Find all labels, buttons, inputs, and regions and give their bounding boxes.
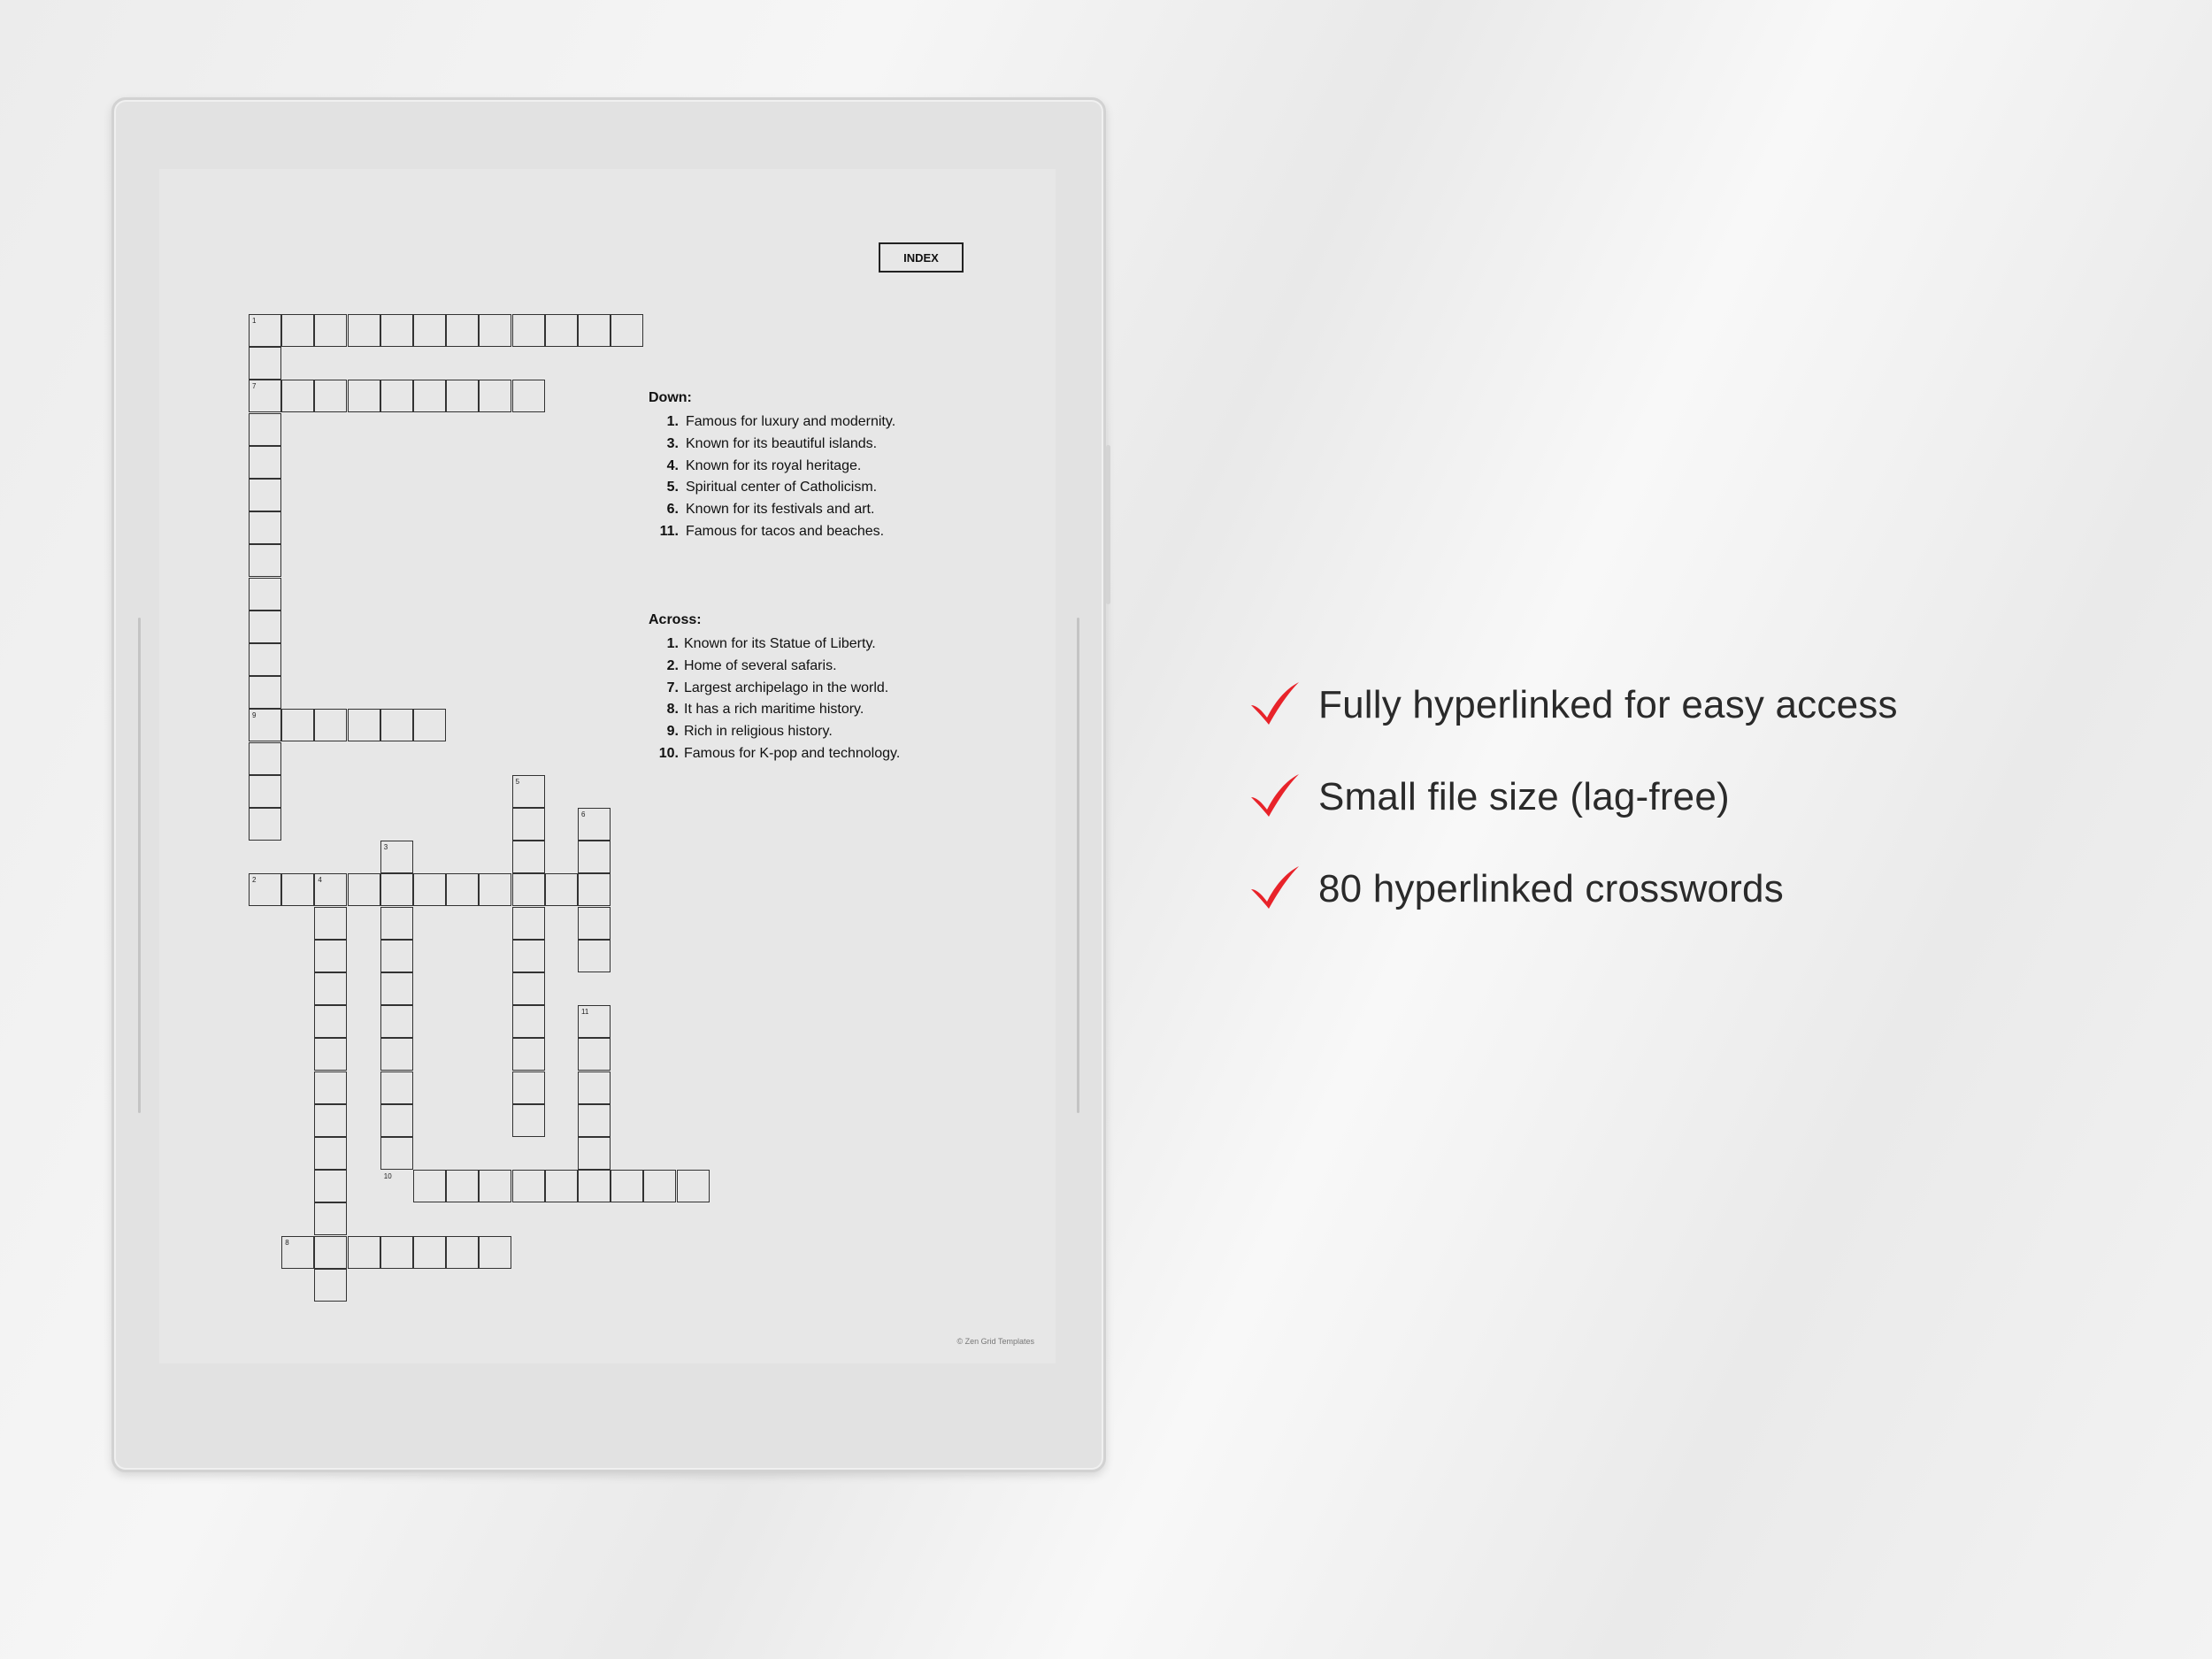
crossword-cell[interactable]	[314, 1236, 347, 1269]
device-edge-line-left	[138, 618, 141, 1113]
crossword-cell[interactable]	[643, 1170, 676, 1202]
crossword-cell[interactable]	[512, 1005, 545, 1038]
clue-text: Known for its Statue of Liberty.	[684, 636, 876, 652]
down-clue	[649, 434, 895, 456]
crossword-cell[interactable]	[249, 775, 281, 808]
crossword-cell[interactable]	[380, 380, 413, 412]
down-clue	[649, 455, 895, 477]
crossword-cell[interactable]	[512, 1038, 545, 1071]
across-clue	[649, 634, 900, 656]
across-clue	[649, 742, 900, 764]
crossword-cell[interactable]	[314, 1269, 347, 1302]
crossword-cell[interactable]	[446, 873, 479, 906]
down-clue	[649, 411, 895, 434]
down-clue	[649, 477, 895, 499]
clue-number: 2.	[666, 658, 679, 674]
crossword-cell[interactable]	[578, 841, 611, 873]
clue-text: Rich in religious history.	[684, 724, 833, 740]
crossword-cell[interactable]	[413, 709, 446, 741]
crossword-cell[interactable]	[446, 314, 479, 347]
crossword-cell[interactable]	[413, 1236, 446, 1269]
clue-text: Known for its festivals and art.	[686, 502, 875, 518]
clue-text: Famous for tacos and beaches.	[686, 523, 885, 539]
down-clue-list	[649, 411, 895, 542]
crossword-clue-number: 11	[581, 1008, 589, 1017]
crossword-cell[interactable]	[380, 1137, 413, 1170]
crossword-cell[interactable]	[249, 479, 281, 511]
crossword-cell[interactable]	[249, 742, 281, 775]
crossword-cell[interactable]	[348, 314, 380, 347]
clue-text: Famous for luxury and modernity.	[686, 414, 896, 430]
crossword-cell[interactable]	[314, 1005, 347, 1038]
crossword-cell[interactable]	[512, 907, 545, 940]
checkmark-icon	[1248, 863, 1318, 917]
checkmark-icon	[1248, 679, 1318, 733]
clue-number: 6.	[666, 502, 679, 518]
checkmark-icon	[1248, 771, 1318, 825]
crossword-cell[interactable]	[413, 1170, 446, 1202]
crossword-cell[interactable]	[249, 578, 281, 611]
across-clues	[649, 612, 900, 764]
crossword-clue-number: 9	[252, 711, 257, 720]
crossword-cell[interactable]	[249, 611, 281, 643]
crossword-cell[interactable]	[611, 314, 643, 347]
clue-text: Largest archipelago in the world.	[684, 680, 889, 695]
crossword-cell[interactable]	[314, 314, 347, 347]
crossword-cell[interactable]	[314, 1071, 347, 1104]
crossword-cell[interactable]	[578, 873, 611, 906]
clue-number: 8.	[666, 702, 679, 718]
crossword-cell[interactable]	[249, 413, 281, 446]
crossword-cell[interactable]	[512, 1104, 545, 1137]
clue-number: 10.	[658, 745, 679, 761]
across-clue-list	[649, 634, 900, 764]
crossword-cell[interactable]	[545, 314, 578, 347]
crossword-cell[interactable]	[578, 314, 611, 347]
crossword-cell[interactable]	[314, 907, 347, 940]
crossword-cell[interactable]	[578, 907, 611, 940]
crossword-clue-number: 6	[581, 810, 586, 818]
clue-text: Known for its royal heritage.	[686, 457, 862, 473]
crossword-cell[interactable]	[314, 940, 347, 972]
crossword-cell[interactable]	[512, 873, 545, 906]
crossword-cell[interactable]	[479, 1236, 511, 1269]
crossword-cell[interactable]	[578, 1104, 611, 1137]
crossword-cell[interactable]	[578, 1170, 611, 1202]
crossword-cell[interactable]	[380, 972, 413, 1005]
crossword-cell[interactable]	[446, 380, 479, 412]
crossword-cell[interactable]	[249, 446, 281, 479]
crossword-cell[interactable]	[380, 1038, 413, 1071]
feature-text: Small file size (lag-free)	[1318, 775, 1730, 818]
crossword-cell[interactable]	[314, 1038, 347, 1071]
crossword-cell[interactable]	[281, 873, 314, 906]
down-heading: Down:	[649, 390, 692, 405]
crossword-cell[interactable]	[249, 347, 281, 380]
crossword-cell[interactable]	[380, 314, 413, 347]
clue-number: 7.	[666, 680, 679, 695]
crossword-cell[interactable]	[578, 1137, 611, 1170]
crossword-cell[interactable]	[413, 380, 446, 412]
crossword-cell[interactable]	[249, 511, 281, 544]
crossword-cell[interactable]	[348, 380, 380, 412]
feature-item	[1248, 659, 1898, 751]
crossword-cell[interactable]	[545, 1170, 578, 1202]
crossword-clue-number: 7	[252, 382, 257, 391]
across-clue	[649, 656, 900, 678]
crossword-cell[interactable]	[380, 1104, 413, 1137]
clue-text: Famous for K-pop and technology.	[684, 745, 901, 761]
crossword-cell[interactable]	[512, 380, 545, 412]
crossword-cell[interactable]	[611, 1170, 643, 1202]
crossword-cell[interactable]	[446, 1236, 479, 1269]
crossword-cell[interactable]	[314, 1137, 347, 1170]
clue-text: Known for its beautiful islands.	[686, 436, 878, 452]
copyright-footer: © Zen Grid Templates	[956, 1337, 1034, 1346]
crossword-cell[interactable]	[479, 380, 511, 412]
down-clues	[649, 390, 895, 542]
clue-number: 4.	[666, 457, 679, 473]
crossword-cell[interactable]	[281, 314, 314, 347]
crossword-cell[interactable]	[314, 1170, 347, 1202]
clue-number: 9.	[666, 724, 679, 740]
index-button[interactable]: INDEX	[879, 242, 964, 273]
crossword-cell[interactable]	[578, 1038, 611, 1071]
clue-number: 3.	[666, 436, 679, 452]
crossword-cell[interactable]	[249, 808, 281, 841]
crossword-cell[interactable]	[314, 1104, 347, 1137]
across-clue	[649, 699, 900, 721]
across-heading: Across:	[649, 612, 702, 627]
crossword-clue-number: 3	[383, 843, 388, 852]
clue-number: 11.	[659, 523, 679, 539]
crossword-cell[interactable]	[512, 808, 545, 841]
crossword-cell[interactable]	[380, 940, 413, 972]
crossword-cell[interactable]	[512, 972, 545, 1005]
crossword-cell[interactable]	[380, 873, 413, 906]
crossword-cell[interactable]	[512, 841, 545, 873]
device-side-button	[1106, 445, 1110, 604]
crossword-cell[interactable]	[512, 314, 545, 347]
across-clue	[649, 721, 900, 743]
crossword-cell[interactable]	[479, 314, 511, 347]
crossword-cell[interactable]	[413, 314, 446, 347]
crossword-cell[interactable]	[512, 940, 545, 972]
clue-text: Spiritual center of Catholicism.	[686, 480, 878, 495]
crossword-cell[interactable]	[249, 643, 281, 676]
clue-text: Home of several safaris.	[684, 658, 837, 674]
crossword-grid	[159, 169, 1056, 1363]
across-clue	[649, 677, 900, 699]
crossword-cell[interactable]	[314, 380, 347, 412]
crossword-cell[interactable]	[249, 544, 281, 577]
feature-list	[1248, 659, 1898, 935]
crossword-cell[interactable]	[380, 709, 413, 741]
crossword-cell[interactable]	[314, 709, 347, 741]
crossword-clue-number: 4	[318, 876, 322, 885]
crossword-clue-number: 5	[515, 777, 520, 786]
crossword-cell[interactable]	[380, 1236, 413, 1269]
crossword-cell[interactable]	[578, 940, 611, 972]
feature-text: 80 hyperlinked crosswords	[1318, 867, 1784, 910]
clue-text: It has a rich maritime history.	[684, 702, 864, 718]
device-edge-line-right	[1077, 618, 1079, 1113]
crossword-clue-number: 10	[383, 1172, 392, 1181]
crossword-cell[interactable]	[380, 1071, 413, 1104]
crossword-cell[interactable]	[512, 1170, 545, 1202]
crossword-cell[interactable]	[479, 1170, 511, 1202]
tablet-screen	[159, 169, 1056, 1363]
crossword-cell[interactable]	[281, 380, 314, 412]
crossword-clue-number: 1	[252, 317, 257, 325]
crossword-cell[interactable]	[446, 1170, 479, 1202]
crossword-cell[interactable]	[348, 873, 380, 906]
crossword-clue-number: 2	[252, 876, 257, 885]
crossword-cell[interactable]	[348, 709, 380, 741]
down-clue	[649, 499, 895, 521]
crossword-cell[interactable]	[413, 873, 446, 906]
crossword-cell[interactable]	[512, 1071, 545, 1104]
crossword-cell[interactable]	[380, 1005, 413, 1038]
crossword-cell[interactable]	[545, 873, 578, 906]
crossword-cell[interactable]	[348, 1236, 380, 1269]
crossword-clue-number: 8	[285, 1238, 289, 1247]
clue-number: 1.	[666, 414, 679, 430]
feature-item	[1248, 751, 1898, 843]
crossword-cell[interactable]	[249, 676, 281, 709]
clue-number: 5.	[666, 480, 679, 495]
clue-number: 1.	[666, 636, 679, 652]
crossword-cell[interactable]	[380, 907, 413, 940]
crossword-cell[interactable]	[479, 873, 511, 906]
feature-text: Fully hyperlinked for easy access	[1318, 683, 1898, 726]
feature-item	[1248, 843, 1898, 935]
crossword-cell[interactable]	[677, 1170, 710, 1202]
crossword-cell[interactable]	[314, 972, 347, 1005]
crossword-cell[interactable]	[281, 709, 314, 741]
crossword-cell[interactable]	[578, 1071, 611, 1104]
crossword-cell[interactable]	[314, 1202, 347, 1235]
down-clue	[649, 520, 895, 542]
